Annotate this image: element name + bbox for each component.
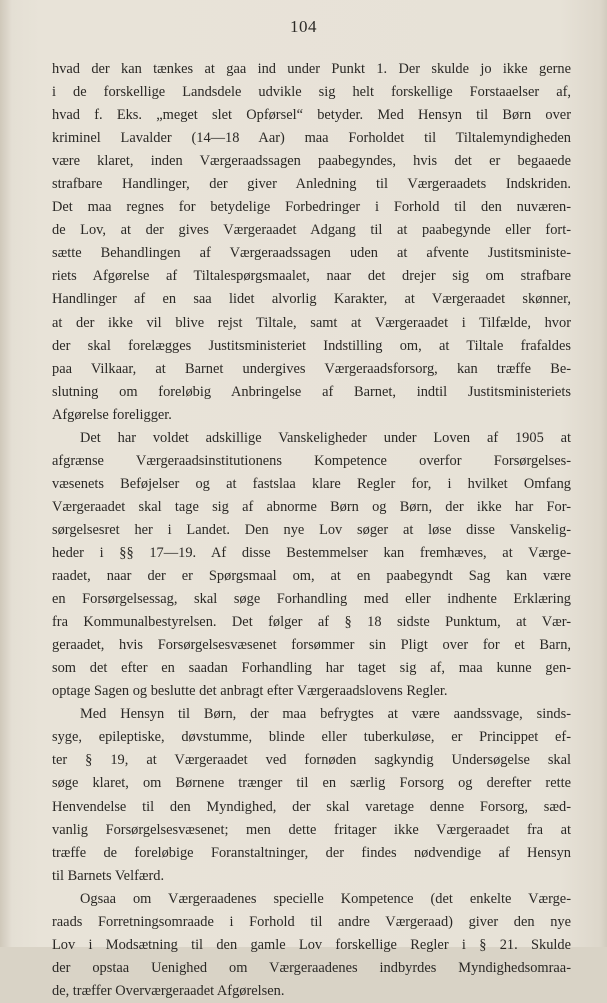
- text-line: de Lov, at der gives Værgeraadet Adgang til at paabegynde eller fort-: [52, 222, 571, 239]
- text-line: sætte Behandlingen af Værgeraadssagen uden at afvente Justitsministe-: [52, 245, 571, 262]
- text-line: optage Sagen og beslutte det anbragt efter Værgeraadslovens Regler.: [52, 683, 448, 700]
- body-text: [52, 58, 571, 1003]
- text-line: væsenets Beføjelser og at fastslaa klare Regler for, i hvilket Omfang: [52, 475, 571, 492]
- text-line: Afgørelse foreligger.: [52, 406, 172, 423]
- text-line: at der ikke vil blive rejst Tiltale, samt at Værgeraadet i Tilfælde, hvor: [52, 314, 571, 331]
- text-line: syge, epileptiske, døvstumme, blinde eller tuberkuløse, er Princippet ef-: [52, 729, 571, 746]
- text-line: Lov i Modsætning til den gamle Lov forskellige Regler i § 21. Skulde: [52, 936, 571, 953]
- text-line: kriminel Lavalder (14—18 Aar) maa Forholdet til Tiltalemyndigheden: [52, 130, 571, 147]
- text-line: hvad der kan tænkes at gaa ind under Punkt 1. Der skulde jo ikke gerne: [52, 61, 571, 77]
- text-line: der skal forelægges Justitsministeriet Indstilling om, at Tiltale frafaldes: [52, 337, 571, 354]
- text-line: der opstaa Uenighed om Værgeraadenes indbyrdes Myndighedsomraa-: [52, 959, 571, 976]
- text-line: som det efter en saadan Forhandling har taget sig af, maa kunne gen-: [52, 660, 571, 677]
- text-line: hvad f. Eks. „meget slet Opførsel“ betyder. Med Hensyn til Børn over: [52, 107, 571, 124]
- text-line: de, træffer Overværgeraadet Afgørelsen.: [52, 982, 285, 999]
- text-line: Det har voldet adskillige Vanskeligheder under Loven af 1905 at: [80, 429, 571, 446]
- page-number: 104: [290, 17, 317, 36]
- text-line: Med Hensyn til Børn, der maa befrygtes at være aandssvage, sinds-: [80, 706, 571, 723]
- text-line: riets Afgørelse af Tiltalespørgsmaalet, naar det drejer sig om strafbare: [52, 268, 571, 285]
- text-line: Handlinger af en saa lidet alvorlig Karakter, at Værgeraadet skønner,: [52, 291, 571, 308]
- text-line: raadet, naar der er Spørgsmaal om, at en paabegyndt Sag kan være: [52, 568, 571, 585]
- text-line: raads Forretningsomraade i Forhold til andre Værgeraad) giver den nye: [52, 913, 571, 930]
- text-line: geraadet, hvis Forsørgelsesvæsenet forsømmer sin Pligt over for et Barn,: [52, 637, 571, 654]
- text-line: være klaret, inden Værgeraadssagen paabegyndes, hvis det er begaaede: [52, 153, 571, 170]
- text-line: søge klaret, om Børnene trænger til en særlig Forsorg og derefter rette: [52, 775, 571, 792]
- text-line: sørgelsesret her i Landet. Den nye Lov søger at løse disse Vanskelig-: [52, 521, 571, 538]
- text-line: vanlig Forsørgelsesvæsenet; men dette fritager ikke Værgeraadet fra at: [52, 821, 571, 838]
- text-line: afgrænse Værgeraadsinstitutionens Kompetence overfor Forsørgelses-: [52, 452, 571, 469]
- text-line: heder i §§ 17—19. Af disse Bestemmelser kan fremhæves, at Værge-: [52, 544, 571, 561]
- text-line: en Forsørgelsessag, skal søge Forhandling med eller indhente Erklæring: [52, 591, 571, 608]
- text-line: Værgeraadet skal tage sig af abnorme Børn og Børn, der ikke har For-: [52, 498, 571, 515]
- text-line: til Barnets Velfærd.: [52, 867, 165, 884]
- text-line: ter § 19, at Værgeraadet ved fornøden sagkyndig Undersøgelse skal: [52, 752, 571, 769]
- text-line: Henvendelse til den Myndighed, der skal varetage denne Forsorg, sæd-: [52, 798, 571, 815]
- text-line: træffe de foreløbige Foranstaltninger, der findes nødvendige af Hensyn: [52, 844, 571, 861]
- text-line: paa Vilkaar, at Barnet undergives Værgeraadsforsorg, kan træffe Be-: [52, 360, 571, 377]
- text-line: Ogsaa om Værgeraadenes specielle Kompetence (det enkelte Værge-: [80, 890, 571, 907]
- text-line: slutning om foreløbig Anbringelse af Barnet, indtil Justitsministeriets: [52, 383, 571, 400]
- text-line: i de forskellige Landsdele udvikle sig helt forskellige Forstaaelser af,: [52, 84, 571, 101]
- text-line: strafbare Handlinger, der giver Anledning til Værgeraadets Indskriden.: [52, 176, 571, 193]
- text-line: fra Kommunalbestyrelsen. Det følger af § 18 sidste Punktum, at Vær-: [52, 614, 571, 631]
- text-line: Det maa regnes for betydelige Forbedringer i Forhold til den nuværen-: [52, 199, 571, 216]
